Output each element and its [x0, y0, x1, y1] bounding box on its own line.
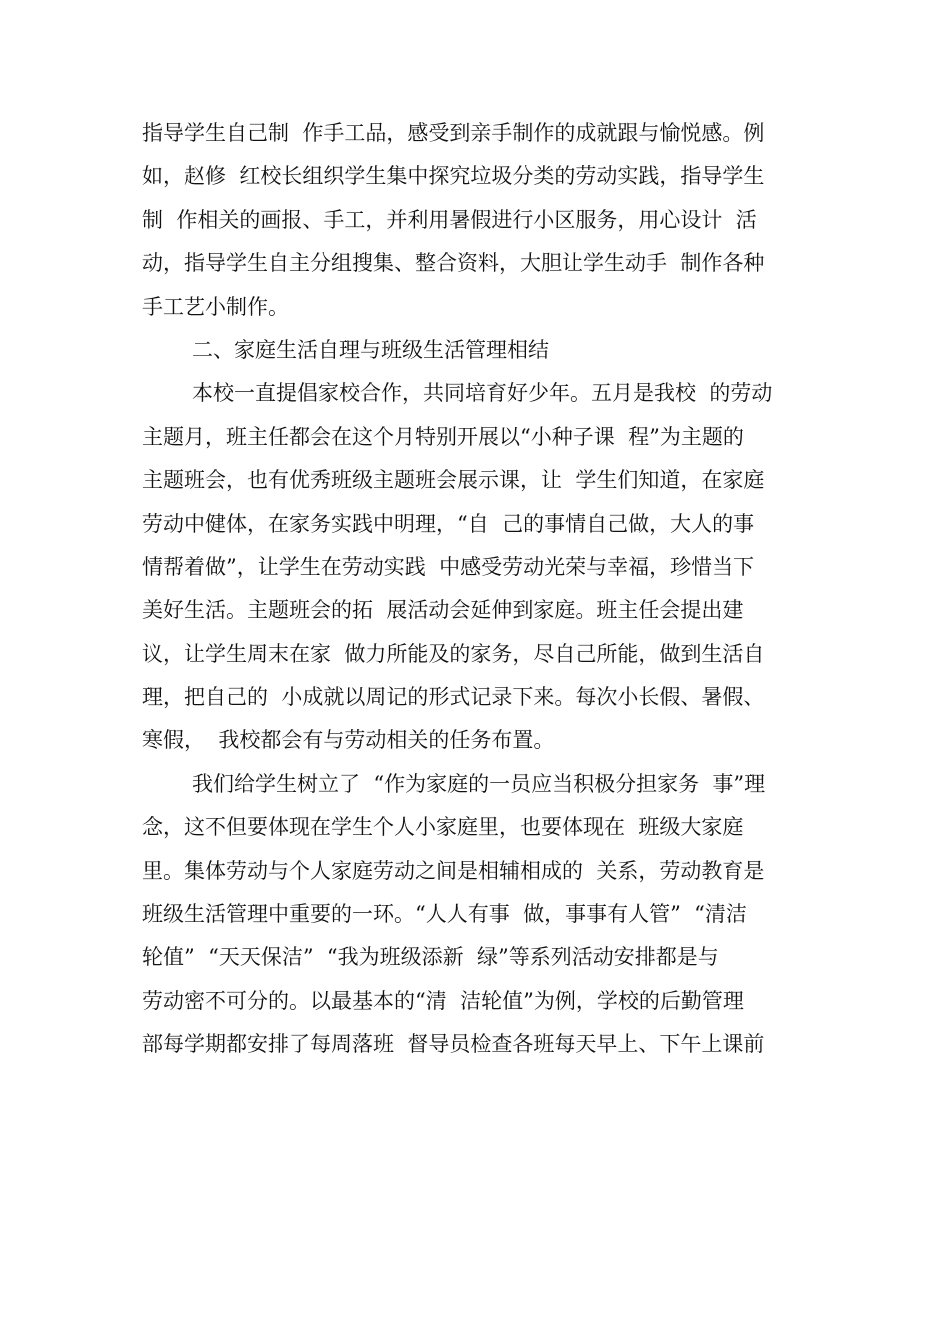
text-line: 二、家庭生活自理与班级生活管理相结: [192, 337, 549, 362]
text-line: 我们给学生树立了 “作为家庭的一员应当积极分担家务 事”理: [192, 771, 766, 796]
text-line: 美好生活。主题班会的拓 展活动会延伸到家庭。班主任会提出建: [142, 598, 744, 623]
text-line: 劳动密不可分的。以最基本的“清 洁轮值”为例，学校的后勤管理: [142, 988, 744, 1013]
text-line: 寒假， 我校都会有与劳动相关的任务布置。: [142, 728, 555, 753]
text-line: 念，这不但要体现在学生个人小家庭里，也要体现在 班级大家庭: [142, 815, 744, 840]
text-line: 班级生活管理中重要的一环。“人人有事 做，事事有人管” “清洁: [142, 902, 747, 927]
text-line: 里。集体劳动与个人家庭劳动之间是相辅相成的 关系，劳动教育是: [142, 858, 765, 883]
text-line: 劳动中健体，在家务实践中明理，“自 己的事情自己做，大人的事: [142, 511, 755, 536]
text-line: 手工艺小制作。: [142, 294, 289, 319]
text-line: 如，赵修 红校长组织学生集中探究垃圾分类的劳动实践，指导学生: [142, 164, 765, 189]
text-line: 动，指导学生自主分组搜集、整合资料，大胆让学生动手 制作各种: [142, 251, 765, 276]
text-line: 指导学生自己制 作手工品，感受到亲手制作的成就跟与愉悦感。例: [142, 121, 765, 145]
text-line: 情帮着做”，让学生在劳动实践 中感受劳动光荣与幸福，珍惜当下: [142, 554, 755, 579]
text-line: 主题班会，也有优秀班级主题班会展示课，让 学生们知道，在家庭: [142, 468, 765, 493]
text-line: 理，把自己的 小成就以周记的形式记录下来。每次小长假、暑假、: [142, 685, 765, 710]
text-line: 部每学期都安排了每周落班 督导员检查各班每天早上、下午上课前: [142, 1032, 765, 1057]
text-line: 制 作相关的画报、手工，并利用暑假进行小区服务，用心设计 活: [142, 207, 757, 232]
text-line: 主题月，班主任都会在这个月特别开展以“小种子课 程”为主题的: [142, 424, 744, 449]
text-line: 轮值” “天天保洁” “我为班级添新 绿”等系列活动安排都是与: [142, 945, 719, 970]
text-line: 本校一直提倡家校合作，共同培育好少年。五月是我校 的劳动: [192, 381, 773, 406]
text-line: 议，让学生周末在家 做力所能及的家务，尽自己所能，做到生活自: [142, 641, 765, 666]
document-body: [142, 112, 832, 1067]
